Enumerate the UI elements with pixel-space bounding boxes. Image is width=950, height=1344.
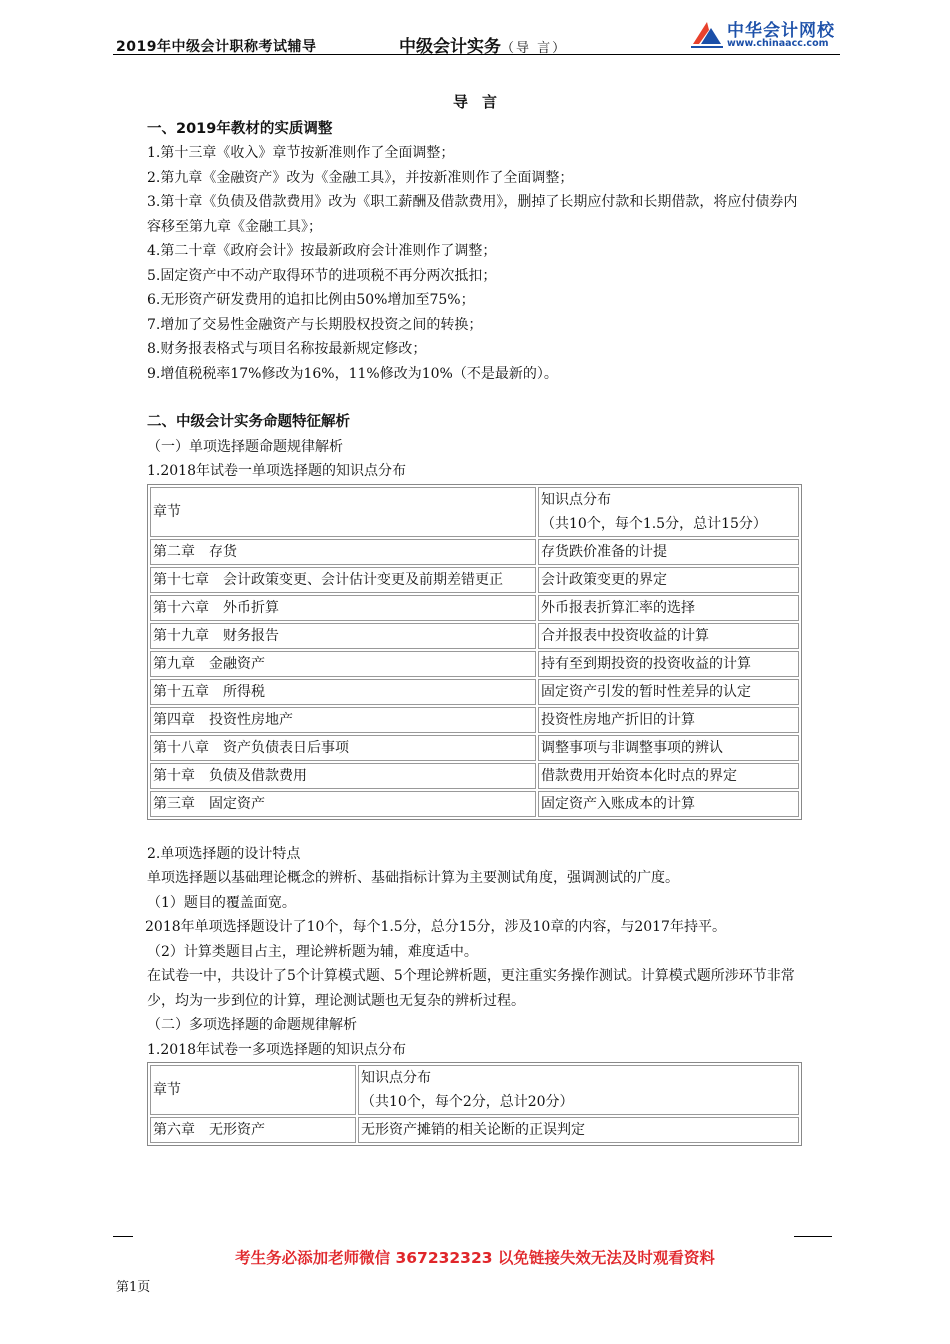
header-knowledge-label: 知识点分布	[541, 491, 611, 508]
chapter-cell: 第二章 存货	[150, 539, 536, 565]
multi-choice-distribution-table	[147, 1062, 802, 1146]
knowledge-cell: 无形资产摊销的相关论断的正误判定	[358, 1117, 799, 1143]
chapter-cell: 第九章 金融资产	[150, 651, 536, 677]
table-row	[150, 595, 799, 621]
paragraph: （1）题目的覆盖面宽。	[147, 894, 296, 911]
single-choice-distribution-table	[147, 484, 802, 820]
knowledge-cell: 外币报表折算汇率的选择	[538, 595, 799, 621]
chapter-cell: 第十五章 所得税	[150, 679, 536, 705]
document-body	[147, 90, 807, 1146]
knowledge-cell: 持有至到期投资的投资收益的计算	[538, 651, 799, 677]
chapter-cell: 第十七章 会计政策变更、会计估计变更及前期差错更正	[150, 567, 536, 593]
table-caption: 1.2018年试卷一单项选择题的知识点分布	[147, 463, 406, 479]
chapter-cell: 第四章 投资性房地产	[150, 707, 536, 733]
knowledge-cell: 固定资产引发的暂时性差异的认定	[538, 679, 799, 705]
logo-url: www.chinaacc.com	[727, 38, 829, 49]
table-row	[150, 623, 799, 649]
subsection-heading: 2.单项选择题的设计特点	[147, 845, 301, 862]
course-title: 中级会计实务	[399, 37, 501, 57]
section-2-heading: 二、中级会计实务命题特征解析	[147, 414, 350, 430]
table-row	[150, 763, 799, 789]
header-cell-knowledge	[358, 1065, 799, 1115]
chapter-cell: 第十章 负债及借款费用	[150, 763, 536, 789]
header-cell-chapter: 章节	[150, 487, 536, 537]
page-number: 第1页	[116, 1280, 151, 1295]
list-item: 3.第十章《负债及借款费用》改为《职工薪酬及借款费用》，删掉了长期应付款和长期借款，将应付债券内容移至第九章《金融工具》；	[147, 194, 798, 235]
table-row	[150, 651, 799, 677]
logo-chinese-name: 中华会计网校	[727, 21, 835, 41]
subsection-heading: （二）多项选择题的命题规律解析	[147, 1017, 357, 1033]
table-row	[150, 567, 799, 593]
list-item: 6.无形资产研发费用的追扣比例由50%增加至75%；	[147, 292, 475, 308]
list-item: 8.财务报表格式与项目名称按最新规定修改；	[147, 341, 427, 357]
table-row	[150, 735, 799, 761]
list-item: 4.第二十章《政府会计》按最新政府会计准则作了调整；	[147, 243, 497, 259]
table-header-row	[150, 487, 799, 537]
table-row	[150, 539, 799, 565]
footer-rule-right	[794, 1236, 832, 1237]
list-item: 1.第十三章《收入》章节按新准则作了全面调整；	[147, 145, 455, 161]
knowledge-cell: 存货跌价准备的计提	[538, 539, 799, 565]
header-rule	[113, 54, 840, 55]
header-knowledge-note: （共10个，每个1.5分，总计15分）	[541, 515, 767, 532]
header-knowledge-note: （共10个，每个2分，总计20分）	[361, 1094, 574, 1110]
paragraph: 2018年单项选择题设计了10个，每个1.5分，总分15分，涉及10章的内容，与2017年持平。	[145, 919, 726, 935]
chapter-cell: 第十八章 资产负债表日后事项	[150, 735, 536, 761]
header-cell-knowledge	[538, 487, 799, 537]
knowledge-cell: 会计政策变更的界定	[538, 567, 799, 593]
page-title: 导言	[452, 93, 511, 111]
footer-rule-left	[113, 1236, 133, 1237]
chapter-cell: 第十九章 财务报告	[150, 623, 536, 649]
table-caption: 1.2018年试卷一多项选择题的知识点分布	[147, 1041, 406, 1058]
table-row	[150, 707, 799, 733]
table-header-row	[150, 1065, 799, 1115]
chinaacc-logo[interactable]	[687, 14, 842, 54]
table-row	[150, 791, 799, 817]
course-subtitle: （导 言）	[501, 41, 568, 56]
knowledge-cell: 调整事项与非调整事项的辨认	[538, 735, 799, 761]
section-1-heading: 一、2019年教材的实质调整	[147, 120, 333, 137]
paragraph: （2）计算类题目占主，理论辨析题为辅，难度适中。	[147, 943, 478, 960]
knowledge-cell: 固定资产入账成本的计算	[538, 791, 799, 817]
header-knowledge-label: 知识点分布	[361, 1070, 431, 1086]
chapter-cell: 第三章 固定资产	[150, 791, 536, 817]
subsection-heading: （一）单项选择题命题规律解析	[147, 438, 343, 455]
chapter-cell: 第六章 无形资产	[150, 1117, 356, 1143]
knowledge-cell: 合并报表中投资收益的计算	[538, 623, 799, 649]
chapter-cell: 第十六章 外币折算	[150, 595, 536, 621]
list-item: 9.增值税税率17%修改为16%，11%修改为10%（不是最新的）。	[147, 365, 558, 382]
list-item: 7.增加了交易性金融资产与长期股权投资之间的转换；	[147, 316, 483, 333]
page-header	[113, 14, 840, 58]
header-exam-title: 2019年中级会计职称考试辅导	[116, 39, 317, 55]
logo-mark-icon	[689, 18, 725, 48]
footer-wechat-notice: 考生务必添加老师微信 367232323 以免链接失效无法及时观看资料	[235, 1249, 715, 1267]
list-item: 5.固定资产中不动产取得环节的进项税不再分两次抵扣；	[147, 267, 497, 284]
paragraph: 在试卷一中，共设计了5个计算模式题、5个理论辨析题，更注重实务操作测试。计算模式题所涉环节非常少，均为一步到位的计算，理论测试题也无复杂的辨析过程。	[147, 968, 795, 1009]
header-cell-chapter: 章节	[150, 1065, 356, 1115]
knowledge-cell: 借款费用开始资本化时点的界定	[538, 763, 799, 789]
knowledge-cell: 投资性房地产折旧的计算	[538, 707, 799, 733]
table-row	[150, 679, 799, 705]
paragraph: 单项选择题以基础理论概念的辨析、基础指标计算为主要测试角度，强调测试的广度。	[147, 870, 679, 886]
list-item: 2.第九章《金融资产》改为《金融工具》，并按新准则作了全面调整；	[147, 169, 574, 186]
table-row	[150, 1117, 799, 1143]
